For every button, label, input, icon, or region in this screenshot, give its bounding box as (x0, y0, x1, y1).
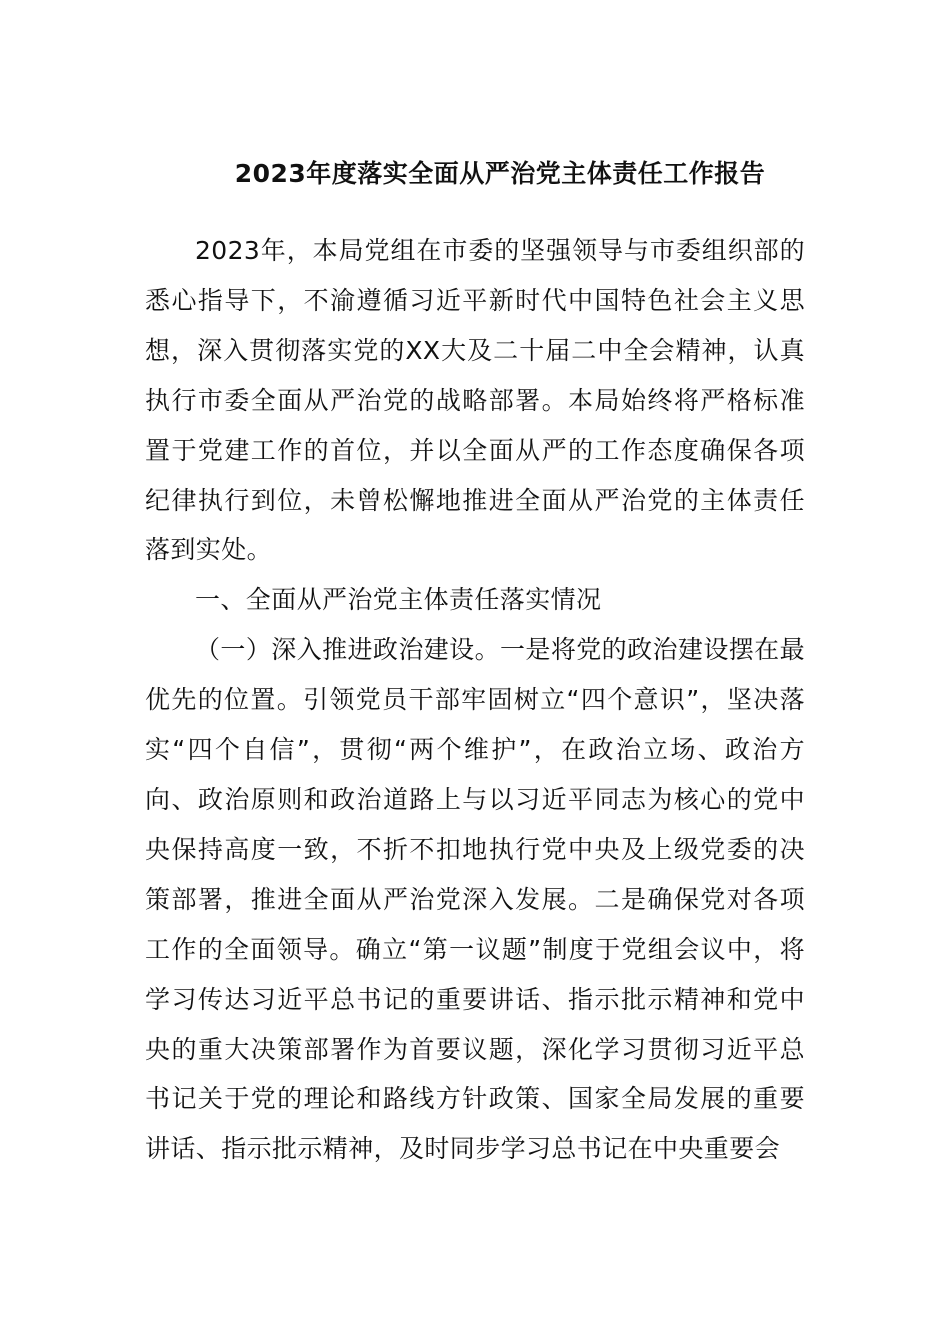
intro-paragraph: 2023年，本局党组在市委的坚强领导与市委组织部的悉心指导下，不渝遵循习近平新时代中国特色社会主义思想，深入贯彻落实党的XX大及二十届二中全会精神，认真执行市委全面从严治党的战略部署。本局始终将严格标准置于党建工作的首位，并以全面从严的工作态度确保各项纪律执行到位，未曾松懈地推进全面从严治党的主体责任落到实处。 (145, 236, 805, 565)
subsection-paragraph: （一）深入推进政治建设。一是将党的政治建设摆在最优先的位置。引领党员干部牢固树立“四个意识”，坚决落实“四个自信”，贯彻“两个维护”，在政治立场、政治方向、政治原则和政治道路上与以习近平同志为核心的党中央保持高度一致，不折不扣地执行党中央及上级党委的决策部署，推进全面从严治党深入发展。二是确保党对各项工作的全面领导。确立“第一议题”制度于党组会议中，将学习传达习近平总书记的重要讲话、指示批示精神和党中央的重大决策部署作为首要议题，深化学习贯彻习近平总书记关于党的理论和路线方针政策、国家全局发展的重要讲话、指示批示精神，及时同步学习总书记在中央重要会 (145, 635, 805, 1164)
section-heading: 一、全面从严治党主体责任落实情况 (195, 585, 602, 615)
title-text: 年度落实全面从严治党主体责任工作报告 (306, 159, 766, 188)
document-title (0, 152, 950, 196)
document-body (145, 226, 805, 1174)
title-year: 2023 (234, 159, 307, 188)
